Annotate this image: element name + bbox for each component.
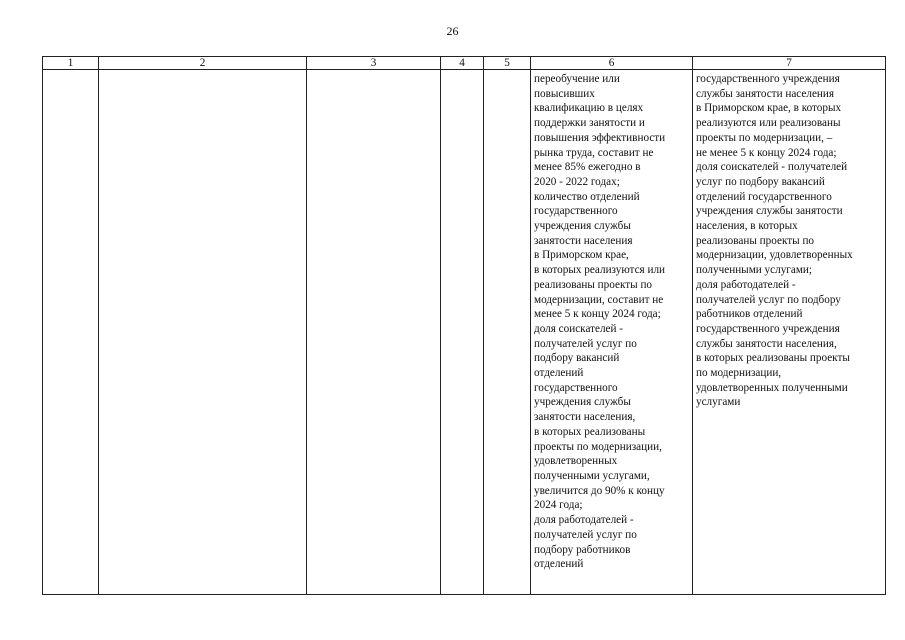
column-header-4: 4 [441, 57, 484, 70]
cell-col-6-text: переобучение или повысивших квалификацию в целях поддержки занятости и повышения эффективности рынка труда, составит не менее 85% ежегодно в 2020 - 2022 годах; количество отделений государственного учреждения службы занятости населения в Приморском крае, в которых реализуются или реализованы проекты по модернизации, составит не менее 5 к концу 2024 года; доля соискателей - получателей услуг по подбору вакансий отделений государственного учреждения службы занятости населения, в которых реализованы проекты по модернизации, удовлетворенных полученными услугами, увеличится до 90% к концу 2024 года; доля работодателей - получателей услуг по подбору работников отделений [534, 73, 666, 571]
page-number: 26 [446, 24, 459, 38]
cell-col-2 [99, 70, 307, 595]
table-row [43, 70, 886, 595]
cell-col-4-text [441, 70, 483, 72]
cell-col-4 [441, 70, 484, 595]
cell-col-5-text [484, 70, 530, 72]
column-header-5: 5 [484, 57, 531, 70]
cell-col-2-text [99, 70, 306, 72]
cell-col-6 [531, 70, 693, 595]
column-header-7: 7 [693, 57, 886, 70]
column-header-2: 2 [99, 57, 307, 70]
cell-col-1 [43, 70, 99, 595]
cell-col-1-text [43, 70, 98, 72]
data-table [42, 56, 886, 595]
cell-col-3 [307, 70, 441, 595]
column-header-3: 3 [307, 57, 441, 70]
cell-col-7-text: государственного учреждения службы занятости населения в Приморском крае, в которых реализуются или реализованы проекты по модернизации, – не менее 5 к концу 2024 года; доля соискателей - получателей услуг по подбору вакансий отделений государственного учреждения службы занятости населения, в которых реализованы проекты по модернизации, удовлетворенных полученными услугами; доля работодателей - получателей услуг по подбору работников отделений государственного учреждения службы занятости населения, в которых реализованы проекты по модернизации, удовлетворенных полученными услугами [696, 73, 853, 409]
column-header-6: 6 [531, 57, 693, 70]
cell-col-7 [693, 70, 886, 595]
cell-col-5 [484, 70, 531, 595]
cell-col-3-text [307, 70, 440, 72]
header-row [43, 57, 886, 70]
column-header-1: 1 [43, 57, 99, 70]
